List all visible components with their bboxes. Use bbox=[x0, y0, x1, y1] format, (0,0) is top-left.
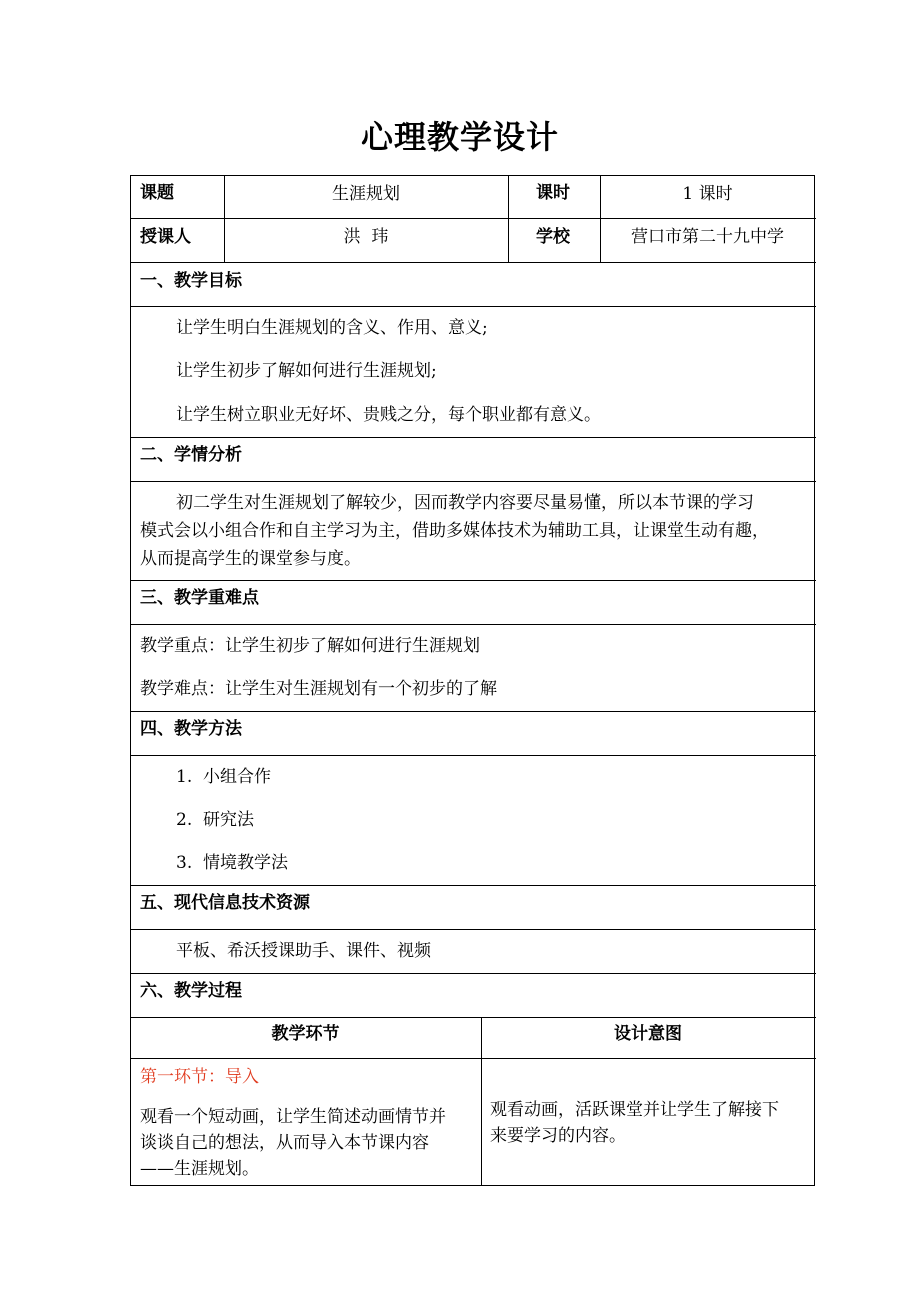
analysis-line: 初二学生对生涯规划了解较少，因而教学内容要尽量易懂，所以本节课的学习 bbox=[176, 493, 754, 513]
row-divider bbox=[130, 306, 816, 307]
difficult-point: 教学难点：让学生对生涯规划有一个初步的了解 bbox=[140, 679, 497, 699]
row-divider bbox=[130, 1058, 816, 1059]
goal-item: 让学生明白生涯规划的含义、作用、意义; bbox=[176, 318, 488, 338]
resources-heading: 五、现代信息技术资源 bbox=[140, 893, 310, 913]
method-item: 2. 研究法 bbox=[176, 810, 255, 830]
row-divider bbox=[130, 262, 816, 263]
intent1-line: 来要学习的内容。 bbox=[490, 1126, 626, 1146]
methods-heading: 四、教学方法 bbox=[140, 719, 242, 739]
analysis-line: 模式会以小组合作和自主学习为主，借助多媒体技术为辅助工具，让课堂生动有趣， bbox=[140, 521, 769, 541]
analysis-heading: 二、学情分析 bbox=[140, 445, 242, 465]
stage1-line: ——生涯规划。 bbox=[140, 1159, 259, 1179]
key-point: 教学重点：让学生初步了解如何进行生涯规划 bbox=[140, 636, 480, 656]
intent-column-header: 设计意图 bbox=[614, 1024, 682, 1044]
topic-value: 生涯规划 bbox=[332, 184, 400, 204]
goals-heading: 一、教学目标 bbox=[140, 271, 242, 291]
row-divider bbox=[130, 481, 816, 482]
keypoints-heading: 三、教学重难点 bbox=[140, 588, 259, 608]
row-divider bbox=[130, 1017, 816, 1018]
analysis-line: 从而提高学生的课堂参与度。 bbox=[140, 549, 361, 569]
col-divider bbox=[508, 175, 509, 262]
intent1-line: 观看动画，活跃课堂并让学生了解接下 bbox=[490, 1100, 779, 1120]
stage1-line: 谈谈自己的想法，从而导入本节课内容 bbox=[140, 1133, 429, 1153]
resources-text: 平板、希沃授课助手、课件、视频 bbox=[176, 941, 431, 961]
page-title: 心理教学设计 bbox=[360, 118, 559, 156]
method-item: 3. 情境教学法 bbox=[176, 853, 289, 873]
row-divider bbox=[130, 885, 816, 886]
teacher-label: 授课人 bbox=[140, 227, 191, 247]
row-divider bbox=[130, 711, 816, 712]
row-divider bbox=[130, 973, 816, 974]
stage1-line: 观看一个短动画，让学生简述动画情节并 bbox=[140, 1107, 446, 1127]
stage-column-header: 教学环节 bbox=[271, 1024, 340, 1044]
period-label: 课时 bbox=[536, 183, 570, 203]
row-divider bbox=[130, 755, 816, 756]
school-label: 学校 bbox=[536, 227, 570, 247]
goal-item: 让学生初步了解如何进行生涯规划; bbox=[176, 361, 437, 381]
row-divider bbox=[130, 218, 816, 219]
teacher-value: 洪 玮 bbox=[343, 227, 389, 247]
school-value: 营口市第二十九中学 bbox=[631, 227, 784, 247]
goal-item: 让学生树立职业无好坏、贵贱之分，每个职业都有意义。 bbox=[176, 405, 601, 425]
row-divider bbox=[130, 929, 816, 930]
row-divider bbox=[130, 580, 816, 581]
row-divider bbox=[130, 437, 816, 438]
stage1-title: 第一环节：导入 bbox=[140, 1067, 259, 1087]
method-item: 1. 小组合作 bbox=[176, 767, 272, 787]
process-heading: 六、教学过程 bbox=[140, 981, 242, 1001]
topic-label: 课题 bbox=[140, 183, 174, 203]
period-value: 1 课时 bbox=[682, 184, 733, 204]
row-divider bbox=[130, 624, 816, 625]
